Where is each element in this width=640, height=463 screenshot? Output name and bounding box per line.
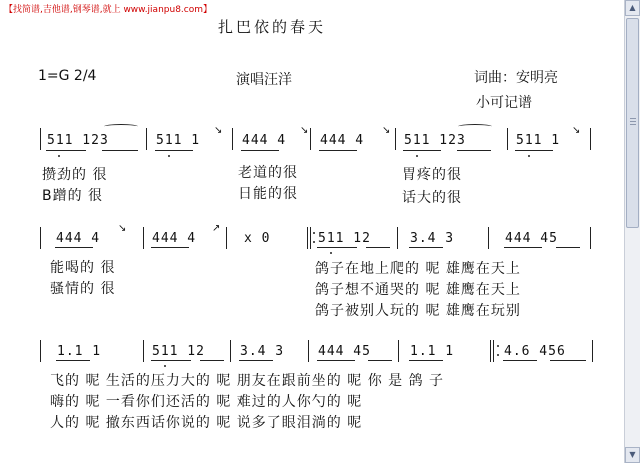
notes-measure: 511 1	[156, 133, 201, 148]
notes-measure: 3.4 3	[410, 231, 455, 246]
notes-measure: 3.4 3	[240, 344, 285, 359]
lower-dot	[528, 155, 530, 157]
beam-line	[403, 150, 441, 151]
lyric-line: 能喝的 很	[50, 260, 116, 276]
glide-mark: ↘	[300, 125, 309, 136]
barline	[226, 227, 227, 249]
lyric-line: 嗨的 呢 一看你们还活的 呢 难过的人你勺的 呢	[50, 394, 363, 410]
barline	[310, 227, 311, 249]
lyric-line: 骚情的 很	[50, 281, 116, 297]
lyric-line: B蹭的 很	[42, 188, 104, 204]
notes-measure: 511 1	[516, 133, 561, 148]
beam-line	[241, 150, 279, 151]
scroll-thumb[interactable]	[626, 18, 639, 228]
beam-line	[503, 360, 537, 361]
beam-line	[102, 150, 138, 151]
slur-mark	[458, 124, 492, 129]
lyric-line: 鸽子想不通哭的 呢 雄鹰在天上	[315, 282, 521, 298]
barline	[493, 340, 494, 362]
lyric-line: 鸽子被别人玩的 呢 雄鹰在玩别	[315, 303, 521, 319]
barline	[490, 340, 491, 362]
notes-measure: 444 4	[242, 133, 287, 148]
notes-measure: 1.1 1	[410, 344, 455, 359]
barline	[308, 340, 309, 362]
beam-line	[55, 247, 93, 248]
glide-mark: ↘	[214, 125, 223, 136]
lower-dot	[330, 252, 332, 254]
barline	[395, 128, 396, 150]
beam-line	[317, 247, 357, 248]
notes-measure: 1.1 1	[57, 344, 102, 359]
beam-line	[319, 150, 357, 151]
lower-dot	[168, 155, 170, 157]
barline	[488, 227, 489, 249]
barline	[40, 227, 41, 249]
notes-measure: 444 4	[152, 231, 197, 246]
beam-line	[409, 360, 443, 361]
barline	[143, 227, 144, 249]
notes-measure: 444 4	[56, 231, 101, 246]
notes-measure: 511 123	[404, 133, 466, 148]
scroll-up-button[interactable]: ▲	[625, 0, 640, 16]
beam-line	[46, 150, 86, 151]
barline	[230, 340, 231, 362]
vertical-scrollbar[interactable]	[624, 0, 640, 463]
beam-line	[368, 360, 392, 361]
notes-measure: 444 4	[320, 133, 365, 148]
lower-dot	[416, 155, 418, 157]
notes-measure: 511 12	[152, 344, 205, 359]
grip-line	[630, 124, 636, 125]
lyric-line: 日能的很	[238, 186, 298, 202]
beam-line	[200, 360, 224, 361]
barline	[307, 227, 308, 249]
barline	[592, 340, 593, 362]
grip-line	[630, 121, 636, 122]
barline	[590, 227, 591, 249]
beam-line	[366, 247, 390, 248]
barline	[40, 128, 41, 150]
beam-line	[56, 360, 90, 361]
repeat-dot	[313, 241, 315, 243]
barline	[40, 340, 41, 362]
repeat-dot	[497, 345, 499, 347]
beam-line	[151, 247, 189, 248]
beam-line	[409, 247, 443, 248]
beam-line	[155, 150, 193, 151]
barline	[507, 128, 508, 150]
barline	[146, 128, 147, 150]
notes-measure: 444 45	[505, 231, 558, 246]
beam-line	[515, 150, 553, 151]
lyric-line: 话大的很	[402, 190, 462, 206]
barline	[398, 340, 399, 362]
glide-mark: ↘	[118, 223, 127, 234]
lower-dot	[164, 365, 166, 367]
key-signature: 1=G 2/4	[38, 68, 97, 84]
notes-measure: x 0	[244, 231, 271, 246]
lyric-line: 老道的很	[238, 165, 298, 181]
barline	[143, 340, 144, 362]
beam-line	[317, 360, 355, 361]
singer-credit: 演唱汪洋	[236, 72, 292, 88]
lyric-line: 人的 呢 撤东西话你说的 呢 说多了眼泪淌的 呢	[50, 415, 363, 431]
transcriber-credit: 小可记谱	[476, 95, 532, 111]
glide-mark: ↘	[572, 125, 581, 136]
notes-measure: 4.6 456	[504, 344, 566, 359]
repeat-dot	[497, 354, 499, 356]
lyricist-credit: 词曲：安明亮	[474, 70, 558, 86]
repeat-dot	[313, 232, 315, 234]
lyric-line: 胃疼的很	[402, 167, 462, 183]
barline	[232, 128, 233, 150]
barline	[397, 227, 398, 249]
song-title: 扎巴依的春天	[218, 18, 327, 36]
beam-line	[457, 150, 491, 151]
barline	[310, 128, 311, 150]
beam-line	[504, 247, 542, 248]
lyric-line: 攒劲的 很	[42, 167, 108, 183]
grip-line	[630, 118, 636, 119]
glide-mark: ↘	[382, 125, 391, 136]
glide-mark: ↗	[212, 223, 221, 234]
beam-line	[239, 360, 273, 361]
barline	[590, 128, 591, 150]
notes-measure: 511 12	[318, 231, 371, 246]
beam-line	[556, 247, 580, 248]
site-banner[interactable]: 【找简谱,吉他谱,钢琴谱,就上 www.jianpu8.com】	[4, 5, 213, 15]
lower-dot	[58, 155, 60, 157]
beam-line	[151, 360, 191, 361]
lyric-line: 飞的 呢 生活的压力大的 呢 朋友在跟前坐的 呢 你 是 鸽 子	[50, 373, 445, 389]
notes-measure: 444 45	[318, 344, 371, 359]
lyric-line: 鸽子在地上爬的 呢 雄鹰在天上	[315, 261, 521, 277]
notes-measure: 511 123	[47, 133, 109, 148]
beam-line	[550, 360, 586, 361]
slur-mark	[104, 124, 138, 129]
scroll-down-button[interactable]: ▼	[625, 447, 640, 463]
